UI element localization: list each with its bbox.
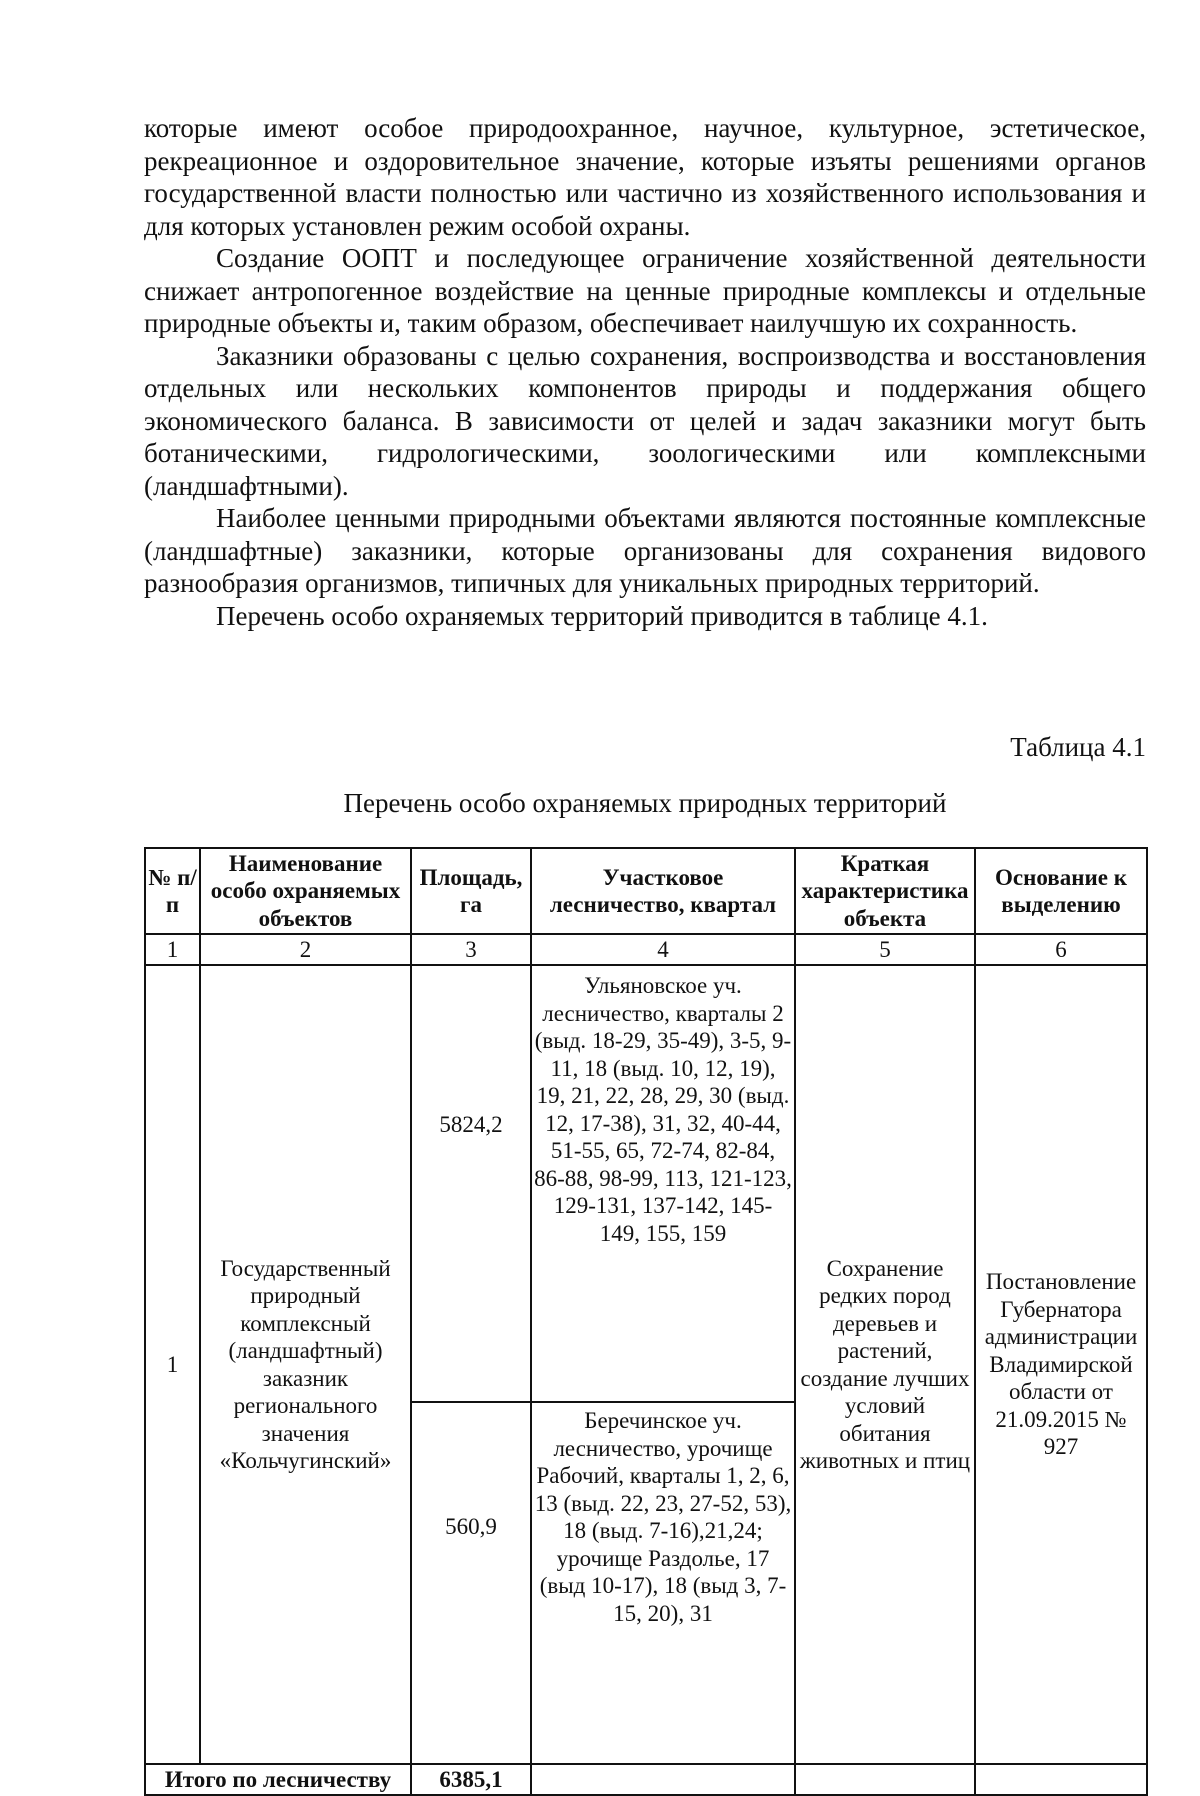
body-text — [144, 112, 1146, 632]
table-label: Таблица 4.1 — [1010, 732, 1146, 762]
column-number: 1 — [145, 934, 200, 965]
protected-areas-table — [144, 847, 1148, 1796]
paragraph-1: которые имеют особое природоохранное, научное, культурное, эстетическое, рекреационное и оздоровительное значение, которые изъяты решениями органов государственной власти полностью или частично из хозяйственного использования и для которых установлен режим особой охраны. — [144, 113, 1146, 241]
header-forestry: Участковое лесничество, квартал — [531, 848, 795, 934]
forestry-ulyanovskoe: Ульяновское уч. лесничество, кварталы 2 (выд. 18-29, 35-49), 3-5, 9-11, 18 (выд. 10, 12, 19), 19, 21, 22, 28, 29, 30 (выд. 12, 17-38), 31, 32, 40-44, 51-55, 65, 72-74, 82-84, 86-88, 98-99, 113, 121-123, 129-131, 137-142, 145-149, 155, 159 — [531, 965, 795, 1402]
column-number: 3 — [411, 934, 531, 965]
header-description: Краткая характеристика объекта — [795, 848, 975, 934]
paragraph-3: Заказники образованы с целью сохранения, воспроизводства и восстановления отдельных или нескольких компонентов природы и поддержания общего экономического баланса. В зависимости от целей и задач заказники могут быть ботаническими, гидрологическими, зоологическими или комплексными (ландшафтными). — [144, 340, 1146, 501]
table-header-row — [145, 848, 1147, 934]
total-value: 6385,1 — [411, 1764, 531, 1795]
object-name: Государственный природный комплексный (ландшафтный) заказник регионального значения «Кольчугинский» — [200, 965, 411, 1764]
empty-cell — [531, 1764, 795, 1795]
paragraph-2: Создание ООПТ и последующее ограничение хозяйственной деятельности снижает антропогенное воздействие на ценные природные комплексы и отдельные природные объекты и, таким образом, обеспечивает наилучшую их сохранность. — [144, 243, 1146, 338]
column-number: 6 — [975, 934, 1147, 965]
column-number: 5 — [795, 934, 975, 965]
area-ulyanovskoe: 5824,2 — [411, 965, 531, 1402]
paragraph-5: Перечень особо охраняемых территорий приводится в таблице 4.1. — [216, 600, 988, 631]
total-label: Итого по лесничеству — [145, 1764, 411, 1795]
area-berechinskoe: 560,9 — [411, 1402, 531, 1764]
column-number-row — [145, 934, 1147, 965]
empty-cell — [975, 1764, 1147, 1795]
allocation-basis: Постановление Губернатора администрации Владимирской области от 21.09.2015 № 927 — [975, 965, 1147, 1764]
row-number: 1 — [145, 965, 200, 1764]
header-basis: Основание к выделению — [975, 848, 1147, 934]
table-row — [145, 965, 1147, 1402]
column-number: 4 — [531, 934, 795, 965]
paragraph-4: Наиболее ценными природными объектами являются постоянные комплексные (ландшафтные) заказники, которые организованы для сохранения видового разнообразия организмов, типичных для уникальных природных территорий. — [144, 503, 1146, 598]
total-row — [145, 1764, 1147, 1795]
empty-cell — [795, 1764, 975, 1795]
object-description: Сохранение редких пород деревьев и растений, создание лучших условий обитания животных и птиц — [795, 965, 975, 1764]
forestry-berechinskoe: Беречинское уч. лесничество, урочище Рабочий, кварталы 1, 2, 6, 13 (выд. 22, 23, 27-52, 53), 18 (выд. 7-16),21,24; урочище Раздолье, 17 (выд 10-17), 18 (выд 3, 7-15, 20), 31 — [531, 1402, 795, 1764]
column-number: 2 — [200, 934, 411, 965]
table-title: Перечень особо охраняемых природных территорий — [343, 788, 947, 818]
header-name: Наименование особо охраняемых объектов — [200, 848, 411, 934]
header-area: Площадь, га — [411, 848, 531, 934]
header-number: № п/п — [145, 848, 200, 934]
